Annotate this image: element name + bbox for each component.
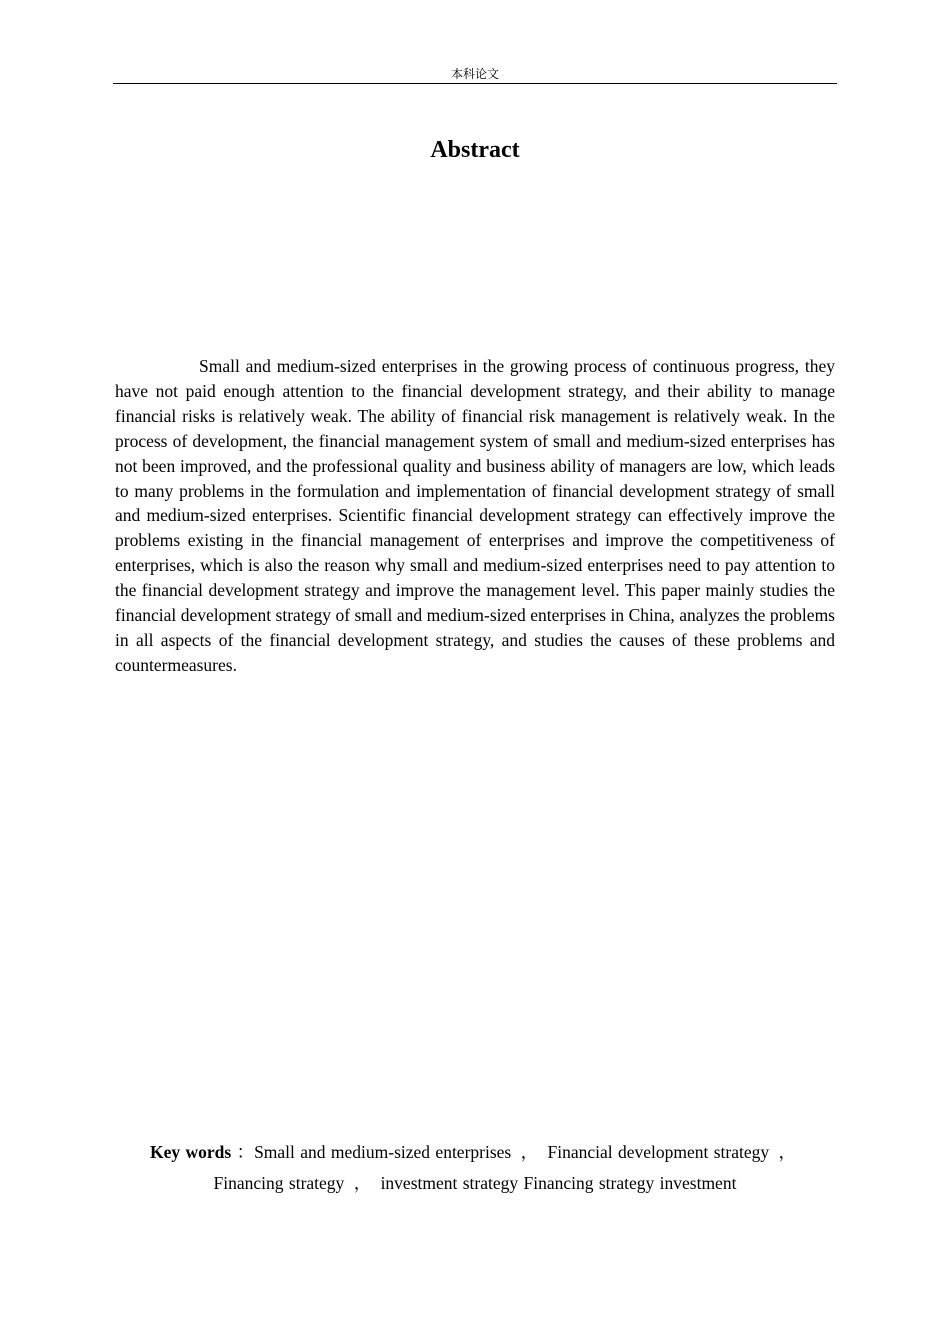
keywords-colon: ： (236, 1142, 255, 1162)
keyword-separator: ， (520, 1142, 539, 1162)
abstract-body: Small and medium-sized enterprises in the growing process of continuous progress, they have not paid enough attention to the financial development strategy, and their ability to manage financial risks is relatively weak. The ability of financial risk management is relatively weak. In the process of development, the financial management system of small and medium-sized enterprises has not been improved, and the professional quality and business ability of managers are low, which leads to many problems in the formulation and implementation of financial development strategy of small and medium-sized enterprises. Scientific financial development strategy can effectively improve the problems existing in the financial management of enterprises and improve the competitiveness of enterprises, which is also the reason why small and medium-sized enterprises need to pay attention to the financial development strategy and improve the management level. This paper mainly studies the financial development strategy of small and medium-sized enterprises in China, analyzes the problems in all aspects of the financial development strategy, and studies the causes of these problems and countermeasures. (115, 356, 835, 675)
running-header: 本科论文 (450, 67, 499, 81)
keyword-item: Financing strategy (213, 1173, 345, 1193)
header-rule (113, 83, 837, 84)
keyword-item: Financial development strategy (547, 1142, 770, 1162)
keyword-item: investment strategy Financing strategy investment (380, 1173, 737, 1193)
keywords-label: Key words (149, 1142, 232, 1162)
keywords-line (130, 1137, 820, 1199)
keyword-separator: ， (353, 1173, 372, 1193)
keyword-item: Small and medium-sized enterprises (254, 1142, 512, 1162)
keyword-separator: ， (778, 1142, 797, 1162)
abstract-title: Abstract (430, 137, 520, 163)
